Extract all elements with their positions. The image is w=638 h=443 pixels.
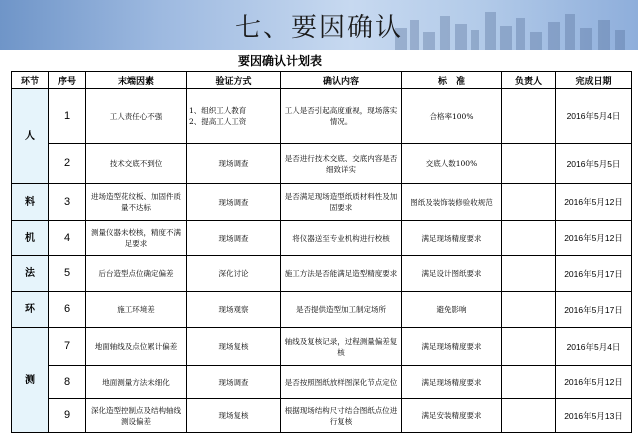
owner-cell	[502, 144, 556, 184]
header-number: 序号	[49, 72, 86, 89]
owner-cell	[502, 184, 556, 221]
method-cell: 1、组织工人教育 2、提高工人工资	[187, 89, 281, 144]
date-cell: 2016年5月5日	[556, 144, 632, 184]
factor-cell: 深化造型控制点及结构轴线测设偏差	[86, 399, 187, 433]
date-cell: 2016年5月17日	[556, 256, 632, 292]
owner-cell	[502, 328, 556, 366]
row-number: 5	[49, 256, 86, 292]
content-cell: 施工方法是否能满足造型精度要求	[281, 256, 402, 292]
factor-cell: 地面测量方法未细化	[86, 366, 187, 399]
category-cell: 测	[12, 328, 49, 433]
header-stage: 环节	[12, 72, 49, 89]
method-cell: 现场调查	[187, 366, 281, 399]
row-number: 7	[49, 328, 86, 366]
content-cell: 轴线及复核记录，过程测量偏差复核	[281, 328, 402, 366]
content-cell: 是否进行技术交底、交底内容是否细致详实	[281, 144, 402, 184]
category-cell: 机	[12, 221, 49, 256]
row-number: 4	[49, 221, 86, 256]
header-content: 确认内容	[281, 72, 402, 89]
standard-cell: 满足现场精度要求	[402, 221, 502, 256]
factor-cell: 工人责任心不强	[86, 89, 187, 144]
method-cell: 现场调查	[187, 221, 281, 256]
owner-cell	[502, 221, 556, 256]
method-cell: 现场调查	[187, 144, 281, 184]
header-method: 验证方式	[187, 72, 281, 89]
owner-cell	[502, 292, 556, 328]
header-date: 完成日期	[556, 72, 632, 89]
standard-cell: 满足现场精度要求	[402, 328, 502, 366]
row-number: 8	[49, 366, 86, 399]
table-row	[12, 89, 632, 144]
category-cell: 环	[12, 292, 49, 328]
table-row	[12, 256, 632, 292]
table-title: 要因确认计划表	[238, 54, 323, 68]
row-number: 1	[49, 89, 86, 144]
page-title: 七、要因确认	[234, 13, 403, 43]
date-cell: 2016年5月12日	[556, 221, 632, 256]
method-cell: 现场观察	[187, 292, 281, 328]
row-number: 6	[49, 292, 86, 328]
date-cell: 2016年5月12日	[556, 366, 632, 399]
method-cell: 深化讨论	[187, 256, 281, 292]
date-cell: 2016年5月4日	[556, 89, 632, 144]
cause-confirmation-table	[11, 71, 632, 433]
header-standard: 标 准	[402, 72, 502, 89]
standard-cell: 合格率100%	[402, 89, 502, 144]
date-cell: 2016年5月12日	[556, 184, 632, 221]
standard-cell: 满足设计图纸要求	[402, 256, 502, 292]
table-row	[12, 221, 632, 256]
method-cell: 现场调查	[187, 184, 281, 221]
owner-cell	[502, 366, 556, 399]
standard-cell: 避免影响	[402, 292, 502, 328]
header-factor: 末端因素	[86, 72, 187, 89]
content-cell: 是否按照图纸放样图深化节点定位	[281, 366, 402, 399]
standard-cell: 图纸及装饰装修验收规范	[402, 184, 502, 221]
category-cell: 料	[12, 184, 49, 221]
owner-cell	[502, 399, 556, 433]
row-number: 9	[49, 399, 86, 433]
content-cell: 根据现场结构尺寸结合图纸点位进行复核	[281, 399, 402, 433]
owner-cell	[502, 89, 556, 144]
table-header-row	[12, 72, 632, 89]
table-row	[12, 328, 632, 366]
category-cell: 法	[12, 256, 49, 292]
standard-cell: 满足现场精度要求	[402, 366, 502, 399]
standard-cell: 交底人数100%	[402, 144, 502, 184]
table-row	[12, 184, 632, 221]
factor-cell: 后台造型点位确定偏差	[86, 256, 187, 292]
date-cell: 2016年5月4日	[556, 328, 632, 366]
table-row	[12, 399, 632, 433]
table-row	[12, 292, 632, 328]
row-number: 2	[49, 144, 86, 184]
standard-cell: 满足安装精度要求	[402, 399, 502, 433]
date-cell: 2016年5月17日	[556, 292, 632, 328]
content-cell: 是否提供造型加工制定场所	[281, 292, 402, 328]
factor-cell: 施工环境差	[86, 292, 187, 328]
factor-cell: 地面轴线及点位累计偏差	[86, 328, 187, 366]
method-cell: 现场复核	[187, 328, 281, 366]
table-row	[12, 366, 632, 399]
header-owner: 负责人	[502, 72, 556, 89]
owner-cell	[502, 256, 556, 292]
content-cell: 将仪器送至专业机构进行校核	[281, 221, 402, 256]
row-number: 3	[49, 184, 86, 221]
factor-cell: 测量仪器未校核，精度不满足要求	[86, 221, 187, 256]
factor-cell: 进场造型花纹板、加固件质量不达标	[86, 184, 187, 221]
content-cell: 工人是否引起高度重视，现场落实情况。	[281, 89, 402, 144]
factor-cell: 技术交底不到位	[86, 144, 187, 184]
content-cell: 是否满足现场造型纸质材料性及加固要求	[281, 184, 402, 221]
category-cell: 人	[12, 89, 49, 184]
method-cell: 现场复核	[187, 399, 281, 433]
date-cell: 2016年5月13日	[556, 399, 632, 433]
table-row	[12, 144, 632, 184]
